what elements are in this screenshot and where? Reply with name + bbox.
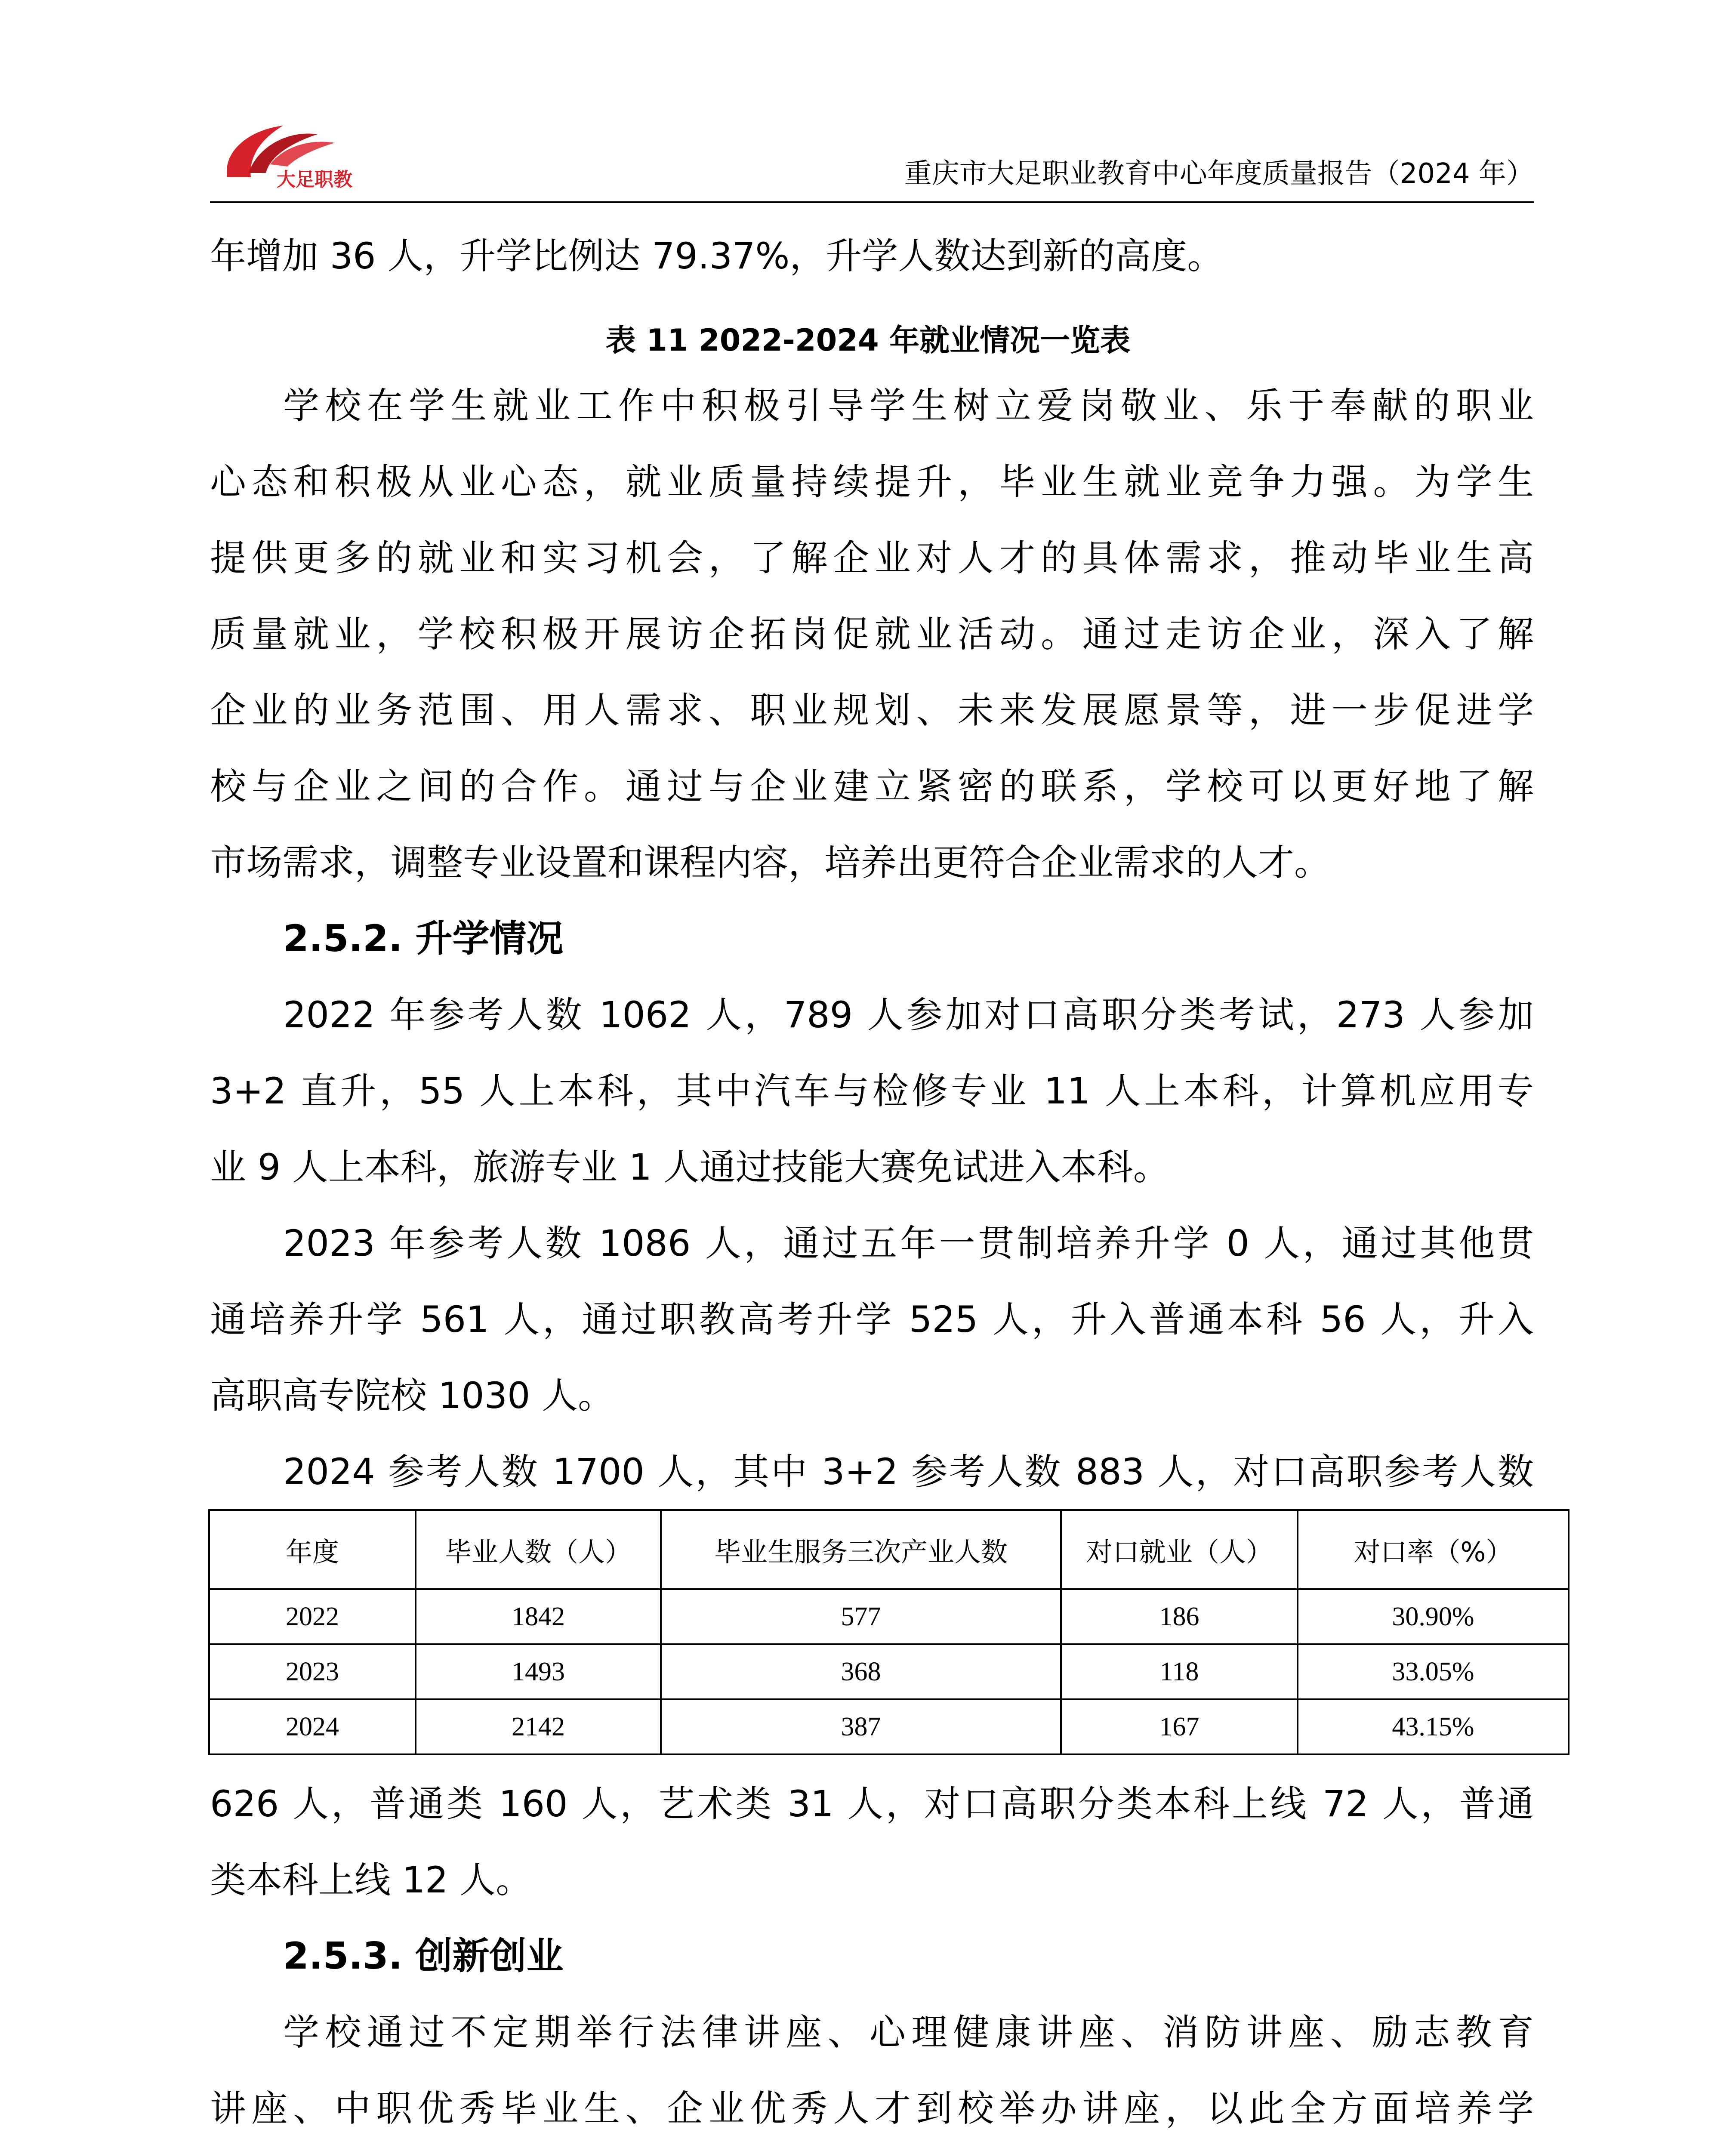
text-line: 业 9 人上本科，旅游专业 1 人通过技能大赛免试进入本科。 [210,1146,1169,1188]
table-header-cell: 对口就业（人） [1061,1510,1298,1589]
table-header-cell: 对口率（%） [1298,1510,1569,1589]
table-cell: 1842 [416,1589,661,1644]
text-line: 质量就业，学校积极开展访企拓岗促就业活动。通过走访企业，深入了解 [210,613,1534,655]
text-line: 2023 年参考人数 1086 人，通过五年一贯制培养升学 0 人，通过其他贯 [283,1222,1534,1264]
table-header-cell: 年度 [209,1510,416,1589]
table-cell: 387 [661,1699,1061,1754]
table-cell: 43.15% [1298,1699,1569,1754]
text-line: 心态和积极从业心态，就业质量持续提升，毕业生就业竞争力强。为学生 [210,461,1534,503]
table-header-cell: 毕业人数（人） [416,1510,661,1589]
text-line: 学校通过不定期举行法律讲座、心理健康讲座、消防讲座、励志教育 [283,2011,1534,2053]
text-line: 市场需求，调整专业设置和课程内容，培养出更符合企业需求的人才。 [210,841,1331,884]
table-cell: 167 [1061,1699,1298,1754]
text-line: 通培养升学 561 人，通过职教高考升学 525 人，升入普通本科 56 人，升入 [210,1298,1534,1341]
header-title: 重庆市大足职业教育中心年度质量报告（2024 年） [904,158,1534,190]
text-line: 626 人，普通类 160 人，艺术类 31 人，对口高职分类本科上线 72 人，普通 [210,1783,1534,1825]
text-line: 类本科上线 12 人。 [210,1859,532,1901]
text-line: 3+2 直升，55 人上本科，其中汽车与检修专业 11 人上本科，计算机应用专 [210,1070,1534,1112]
table-cell: 33.05% [1298,1644,1569,1699]
table-cell: 368 [661,1644,1061,1699]
text-line: 企业的业务范围、用人需求、职业规划、未来发展愿景等，进一步促进学 [210,689,1534,731]
table-row [209,1699,1569,1754]
header-divider [210,201,1534,203]
text-line: 2022 年参考人数 1062 人，789 人参加对口高职分类考试，273 人参加 [283,994,1534,1036]
text-line: 年增加 36 人，升学比例达 79.37%，升学人数达到新的高度。 [210,235,1224,277]
table-cell: 1493 [416,1644,661,1699]
logo-swoosh-icon [210,113,365,199]
table-caption: 表 11 2022-2024 年就业情况一览表 [605,323,1131,358]
school-logo [210,113,365,199]
table-cell: 2024 [209,1699,416,1754]
table-row [209,1589,1569,1644]
section-heading: 2.5.2. 升学情况 [283,917,564,960]
table-cell: 30.90% [1298,1589,1569,1644]
table-cell: 2023 [209,1644,416,1699]
table-cell: 577 [661,1589,1061,1644]
table-cell: 2022 [209,1589,416,1644]
table-header-row [209,1510,1569,1589]
text-line: 高职高专院校 1030 人。 [210,1374,614,1417]
employment-table [208,1509,1569,1755]
table-header-cell: 毕业生服务三次产业人数 [661,1510,1061,1589]
text-line: 校与企业之间的合作。通过与企业建立紧密的联系，学校可以更好地了解 [210,765,1534,807]
table-cell: 2142 [416,1699,661,1754]
text-line: 2024 参考人数 1700 人，其中 3+2 参考人数 883 人，对口高职参考人数 [283,1451,1534,1493]
table-cell: 186 [1061,1589,1298,1644]
svg-text:大足职教: 大足职教 [277,169,352,191]
section-heading: 2.5.3. 创新创业 [283,1935,564,1978]
text-line: 学校在学生就业工作中积极引导学生树立爱岗敬业、乐于奉献的职业 [283,385,1534,427]
text-line: 讲座、中职优秀毕业生、企业优秀人才到校举办讲座，以此全方面培养学 [210,2087,1534,2129]
table-cell: 118 [1061,1644,1298,1699]
table-row [209,1644,1569,1699]
text-line: 提供更多的就业和实习机会，了解企业对人才的具体需求，推动毕业生高 [210,537,1534,579]
